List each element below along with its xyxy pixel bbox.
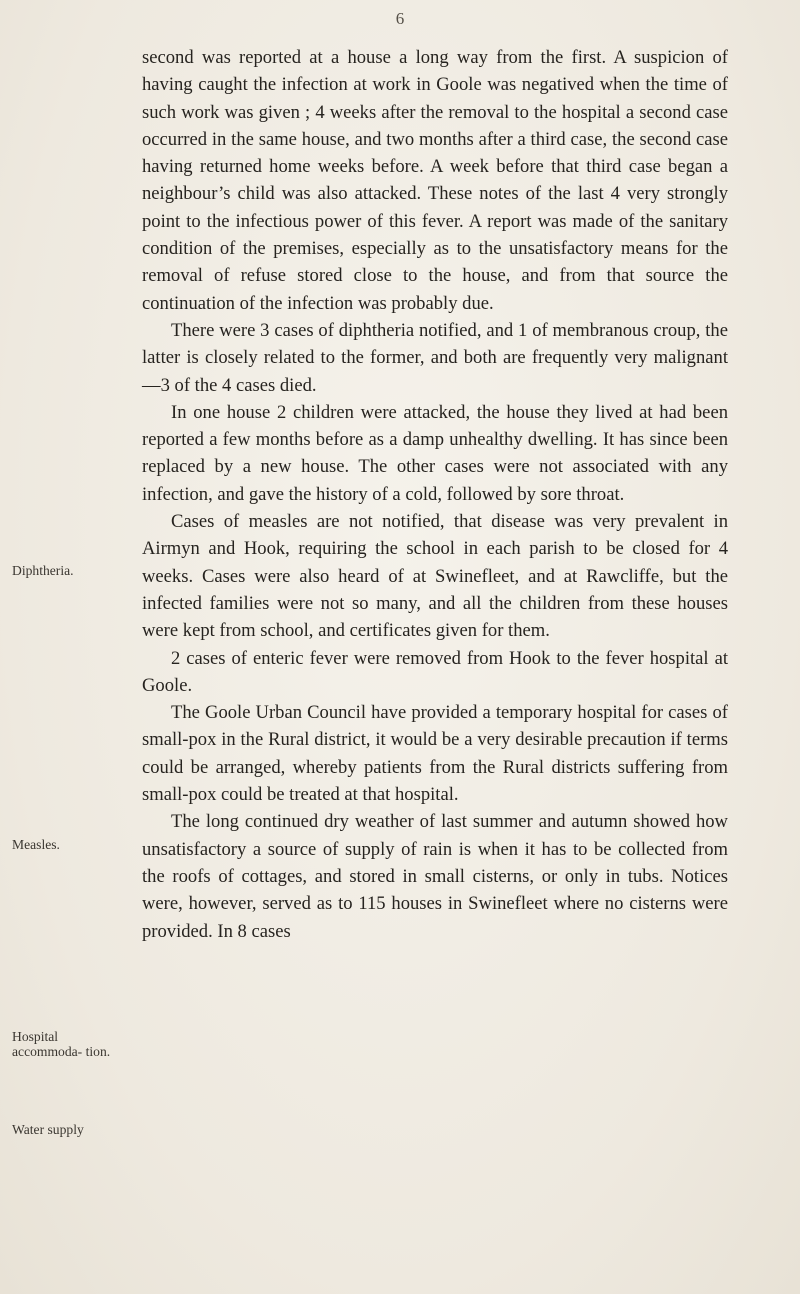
paragraph-hospital: The Goole Urban Council have provided a temporary hospital for cases of small-pox in the Rural district, it would be a very desirable precaution if terms could be arranged, whereby patients from the Rural districts suffering from small-pox could be treated at that hospital. [142,702,728,806]
page-number: 6 [395,9,405,28]
margin-note-hospital-accommodation: Hospital accommoda- tion. [12,1029,111,1059]
paragraph-measles: Cases of measles are not notified, that disease was very prevalent in Airmyn and Hook, requiring the school in each parish to be closed for 4 weeks. Cases were also heard of at Swinefleet, and at Rawcliffe, but the infected families were not so many, and all the children from these houses were kept from school, and certificates given for them. [142,511,728,642]
paragraph-diphtheria: There were 3 cases of diphtheria notified, and 1 of membranous croup, the latter is closely related to the former, and both are frequently very malignant—3 of the 4 cases died. [142,319,728,396]
margin-note-measles: Measles. [12,837,60,852]
paragraph-continuation: second was reported at a house a long way from the first. A suspicion of having caught the infection at work in Goole was negatived when the time of such work was given ; 4 weeks after the removal to the hospital a second case occurred in the same house, and two months after a third case, the second case having returned home weeks before. A week before that third case began a neighbour’s child was also attacked. These notes of the last 4 very strongly point to the infectious power of this fever. A report was made of the sanitary condition of the premises, especially as to the unsatisfactory means for the removal of refuse stored close to the house, and from that source the continuation of the infection was probably due. [142,47,728,314]
body-text [142,44,728,945]
paragraph-house-cases: In one house 2 children were attacked, the house they lived at had been reported a few months before as a damp unhealthy dwelling. It has since been replaced by a new house. The other cases were not associated with any infection, and gave the history of a cold, followed by sore throat. [142,401,728,505]
margin-note-diphtheria: Diphtheria. [12,563,74,578]
paragraph-water-supply: The long continued dry weather of last summer and autumn showed how unsatisfactory a source of supply of rain is when it has to be collected from the roofs of cottages, and stored in small cisterns, or only in tubs. Notices were, however, served as to 115 houses in Swinefleet where no cisterns were provided. In 8 cases [142,811,728,942]
paragraph-enteric-fever: 2 cases of enteric fever were removed from Hook to the fever hospital at Goole. [142,647,728,696]
margin-note-water-supply: Water supply [12,1122,84,1137]
